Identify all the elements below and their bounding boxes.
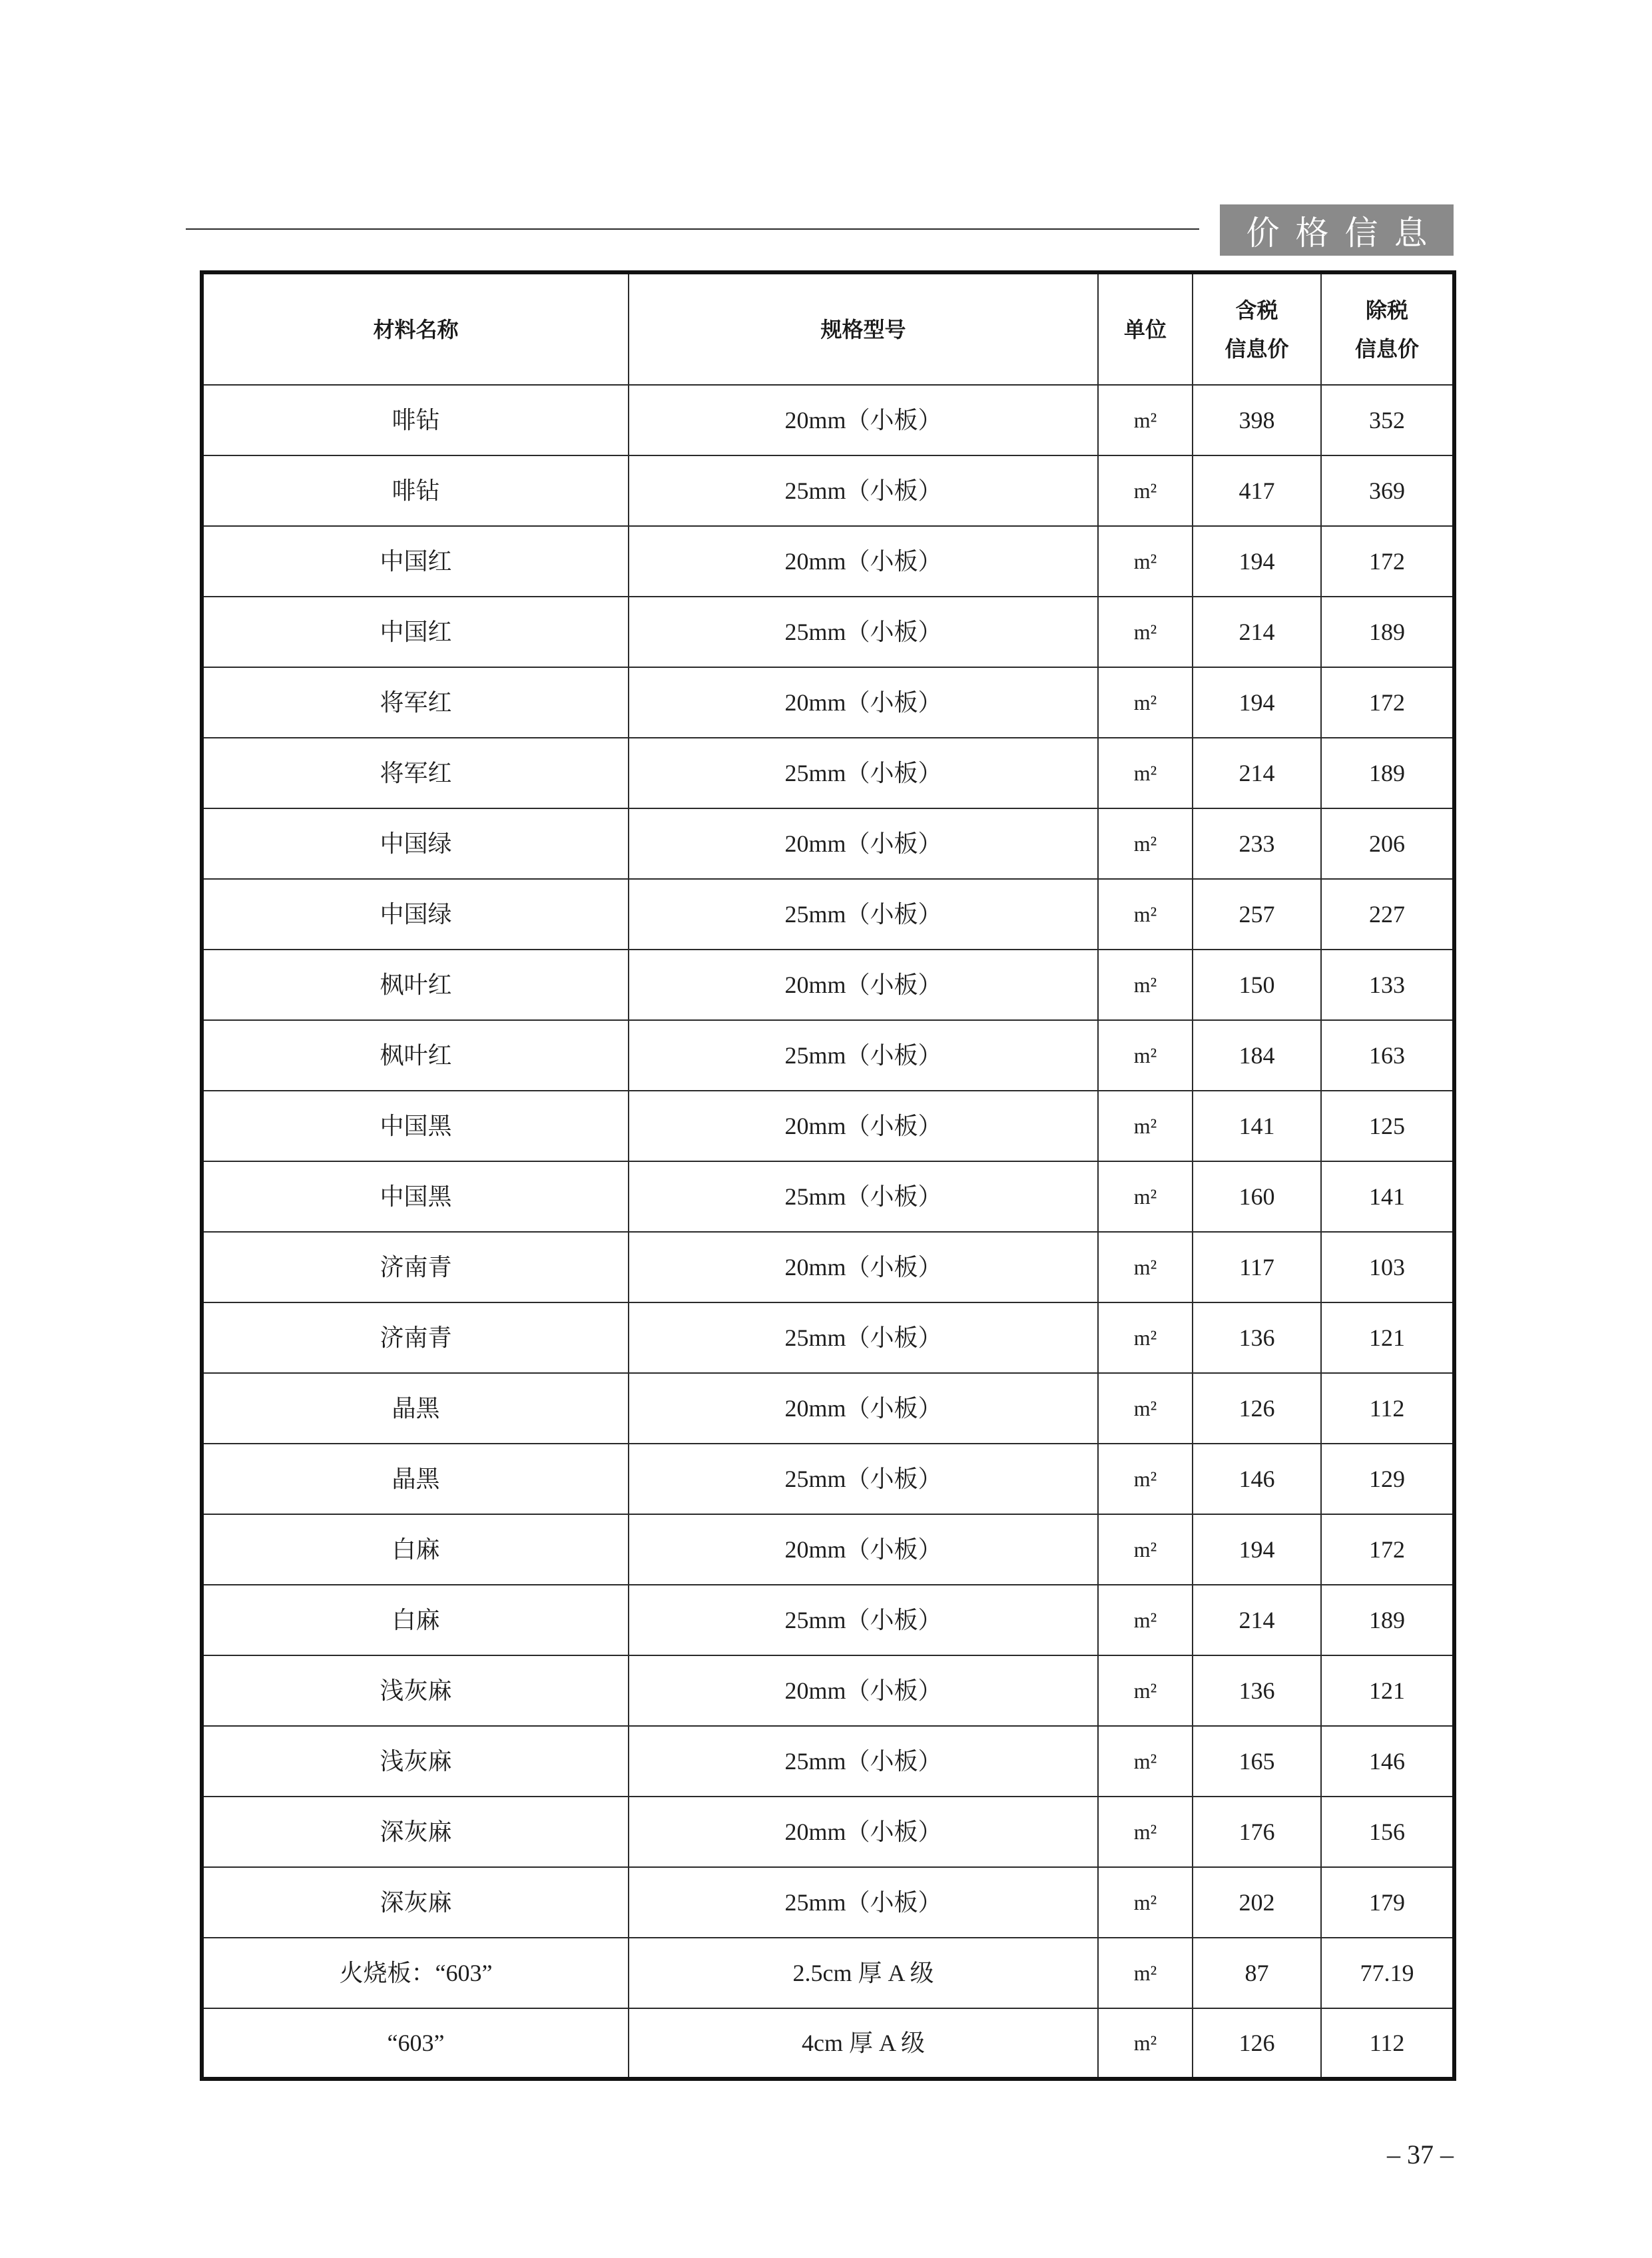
table-row — [202, 385, 1454, 455]
spec-cell: 25mm（小板） — [629, 738, 1098, 808]
table-row — [202, 1161, 1454, 1232]
header-row — [202, 272, 1454, 385]
spec-cell: 20mm（小板） — [629, 1655, 1098, 1726]
unit-cell: m² — [1098, 455, 1193, 526]
material-name-cell: 深灰麻 — [202, 1867, 629, 1938]
material-name-cell: 中国黑 — [202, 1091, 629, 1161]
unit-cell: m² — [1098, 1161, 1193, 1232]
table-row — [202, 1585, 1454, 1655]
unit-cell: m² — [1098, 1655, 1193, 1726]
material-name-cell: 晶黑 — [202, 1373, 629, 1444]
table-row — [202, 1514, 1454, 1585]
table-row — [202, 1938, 1454, 2008]
header-spec: 规格型号 — [629, 272, 1098, 385]
spec-cell: 25mm（小板） — [629, 455, 1098, 526]
header-tax-excluded-price — [1321, 272, 1454, 385]
tax-included-price-cell: 194 — [1193, 667, 1321, 738]
tax-included-price-cell: 202 — [1193, 1867, 1321, 1938]
tax-excluded-price-cell: 112 — [1321, 2008, 1454, 2079]
table-row — [202, 808, 1454, 879]
tax-included-price-cell: 417 — [1193, 455, 1321, 526]
unit-cell: m² — [1098, 1373, 1193, 1444]
material-name-cell: 中国绿 — [202, 879, 629, 950]
tax-excluded-price-cell: 179 — [1321, 1867, 1454, 1938]
spec-cell: 20mm（小板） — [629, 1514, 1098, 1585]
unit-cell: m² — [1098, 950, 1193, 1020]
material-name-cell: 中国黑 — [202, 1161, 629, 1232]
tax-included-price-cell: 176 — [1193, 1797, 1321, 1867]
tax-included-price-cell: 194 — [1193, 526, 1321, 597]
unit-cell: m² — [1098, 1302, 1193, 1373]
tax-excluded-price-cell: 156 — [1321, 1797, 1454, 1867]
unit-cell: m² — [1098, 1797, 1193, 1867]
unit-cell: m² — [1098, 667, 1193, 738]
header-line: 信息价 — [1225, 336, 1289, 361]
spec-cell: 20mm（小板） — [629, 808, 1098, 879]
tax-included-price-cell: 257 — [1193, 879, 1321, 950]
unit-cell: m² — [1098, 526, 1193, 597]
tax-excluded-price-cell: 77.19 — [1321, 1938, 1454, 2008]
unit-cell: m² — [1098, 738, 1193, 808]
header-rule — [186, 228, 1199, 230]
tax-excluded-price-cell: 227 — [1321, 879, 1454, 950]
material-name-cell: 济南青 — [202, 1232, 629, 1302]
unit-cell: m² — [1098, 1232, 1193, 1302]
unit-cell: m² — [1098, 1938, 1193, 2008]
table-body — [202, 385, 1454, 2079]
table-row — [202, 455, 1454, 526]
spec-cell: 20mm（小板） — [629, 950, 1098, 1020]
spec-cell: 20mm（小板） — [629, 1091, 1098, 1161]
unit-cell: m² — [1098, 1444, 1193, 1514]
material-name-cell: 白麻 — [202, 1585, 629, 1655]
spec-cell: 25mm（小板） — [629, 1726, 1098, 1797]
material-name-cell: 啡钻 — [202, 455, 629, 526]
spec-cell: 25mm（小板） — [629, 1020, 1098, 1091]
tax-excluded-price-cell: 369 — [1321, 455, 1454, 526]
tax-included-price-cell: 136 — [1193, 1655, 1321, 1726]
material-name-cell: 白麻 — [202, 1514, 629, 1585]
tax-excluded-price-cell: 103 — [1321, 1232, 1454, 1302]
table-row — [202, 1232, 1454, 1302]
spec-cell: 25mm（小板） — [629, 1161, 1098, 1232]
price-table — [200, 270, 1456, 2081]
material-name-cell: 中国红 — [202, 597, 629, 667]
tax-excluded-price-cell: 352 — [1321, 385, 1454, 455]
header-unit: 单位 — [1098, 272, 1193, 385]
header-tax-included-price — [1193, 272, 1321, 385]
tax-included-price-cell: 233 — [1193, 808, 1321, 879]
table-row — [202, 1655, 1454, 1726]
unit-cell: m² — [1098, 2008, 1193, 2079]
tax-excluded-price-cell: 206 — [1321, 808, 1454, 879]
table-row — [202, 667, 1454, 738]
table-row — [202, 1020, 1454, 1091]
tax-included-price-cell: 136 — [1193, 1302, 1321, 1373]
unit-cell: m² — [1098, 808, 1193, 879]
tax-included-price-cell: 117 — [1193, 1232, 1321, 1302]
tax-excluded-price-cell: 189 — [1321, 1585, 1454, 1655]
material-name-cell: 浅灰麻 — [202, 1655, 629, 1726]
tax-included-price-cell: 214 — [1193, 738, 1321, 808]
tax-included-price-cell: 126 — [1193, 1373, 1321, 1444]
tax-excluded-price-cell: 172 — [1321, 1514, 1454, 1585]
tax-excluded-price-cell: 112 — [1321, 1373, 1454, 1444]
table-row — [202, 526, 1454, 597]
tax-included-price-cell: 214 — [1193, 1585, 1321, 1655]
table-row — [202, 1444, 1454, 1514]
tax-included-price-cell: 398 — [1193, 385, 1321, 455]
tax-excluded-price-cell: 129 — [1321, 1444, 1454, 1514]
spec-cell: 20mm（小板） — [629, 667, 1098, 738]
unit-cell: m² — [1098, 1585, 1193, 1655]
tax-excluded-price-cell: 146 — [1321, 1726, 1454, 1797]
unit-cell: m² — [1098, 1867, 1193, 1938]
spec-cell: 20mm（小板） — [629, 1797, 1098, 1867]
spec-cell: 25mm（小板） — [629, 1302, 1098, 1373]
tax-included-price-cell: 150 — [1193, 950, 1321, 1020]
tax-included-price-cell: 184 — [1193, 1020, 1321, 1091]
table-row — [202, 1726, 1454, 1797]
tax-excluded-price-cell: 133 — [1321, 950, 1454, 1020]
tax-excluded-price-cell: 189 — [1321, 738, 1454, 808]
material-name-cell: 济南青 — [202, 1302, 629, 1373]
material-name-cell: 将军红 — [202, 667, 629, 738]
tax-included-price-cell: 87 — [1193, 1938, 1321, 2008]
header-line: 除税 — [1365, 298, 1408, 322]
tax-included-price-cell: 160 — [1193, 1161, 1321, 1232]
material-name-cell: 深灰麻 — [202, 1797, 629, 1867]
tax-excluded-price-cell: 172 — [1321, 526, 1454, 597]
tax-excluded-price-cell: 163 — [1321, 1020, 1454, 1091]
section-tab — [1220, 204, 1454, 256]
table-row — [202, 879, 1454, 950]
unit-cell: m² — [1098, 1514, 1193, 1585]
table-header — [202, 272, 1454, 385]
spec-cell: 20mm（小板） — [629, 385, 1098, 455]
tax-excluded-price-cell: 141 — [1321, 1161, 1454, 1232]
spec-cell: 20mm（小板） — [629, 1232, 1098, 1302]
table-row — [202, 1373, 1454, 1444]
table-row — [202, 2008, 1454, 2079]
table-row — [202, 738, 1454, 808]
spec-cell: 4cm 厚 A 级 — [629, 2008, 1098, 2079]
unit-cell: m² — [1098, 1091, 1193, 1161]
tax-excluded-price-cell: 121 — [1321, 1655, 1454, 1726]
material-name-cell: 浅灰麻 — [202, 1726, 629, 1797]
table-row — [202, 1091, 1454, 1161]
unit-cell: m² — [1098, 1020, 1193, 1091]
tax-excluded-price-cell: 172 — [1321, 667, 1454, 738]
spec-cell: 20mm（小板） — [629, 1373, 1098, 1444]
table-row — [202, 1302, 1454, 1373]
table-row — [202, 597, 1454, 667]
material-name-cell: 晶黑 — [202, 1444, 629, 1514]
tax-excluded-price-cell: 125 — [1321, 1091, 1454, 1161]
table-row — [202, 1797, 1454, 1867]
unit-cell: m² — [1098, 597, 1193, 667]
tax-included-price-cell: 126 — [1193, 2008, 1321, 2079]
unit-cell: m² — [1098, 879, 1193, 950]
spec-cell: 25mm（小板） — [629, 879, 1098, 950]
material-name-cell: 火烧板：“603” — [202, 1938, 629, 2008]
spec-cell: 25mm（小板） — [629, 1444, 1098, 1514]
spec-cell: 20mm（小板） — [629, 526, 1098, 597]
tax-included-price-cell: 214 — [1193, 597, 1321, 667]
spec-cell: 25mm（小板） — [629, 597, 1098, 667]
material-name-cell: 啡钻 — [202, 385, 629, 455]
tax-included-price-cell: 194 — [1193, 1514, 1321, 1585]
header-line: 含税 — [1235, 298, 1278, 322]
unit-cell: m² — [1098, 385, 1193, 455]
header-line: 信息价 — [1354, 336, 1419, 361]
unit-cell: m² — [1098, 1726, 1193, 1797]
tax-included-price-cell: 165 — [1193, 1726, 1321, 1797]
table-row — [202, 950, 1454, 1020]
material-name-cell: 枫叶红 — [202, 950, 629, 1020]
page-number: – 37 – — [1387, 2139, 1454, 2169]
material-name-cell: 枫叶红 — [202, 1020, 629, 1091]
table-row — [202, 1867, 1454, 1938]
material-name-cell: “603” — [202, 2008, 629, 2079]
material-name-cell: 中国绿 — [202, 808, 629, 879]
spec-cell: 25mm（小板） — [629, 1867, 1098, 1938]
tax-included-price-cell: 141 — [1193, 1091, 1321, 1161]
spec-cell: 2.5cm 厚 A 级 — [629, 1938, 1098, 2008]
material-name-cell: 中国红 — [202, 526, 629, 597]
material-name-cell: 将军红 — [202, 738, 629, 808]
tax-included-price-cell: 146 — [1193, 1444, 1321, 1514]
tax-excluded-price-cell: 121 — [1321, 1302, 1454, 1373]
section-title: 价格信息 — [1246, 214, 1444, 252]
header-material-name: 材料名称 — [202, 272, 629, 385]
tax-excluded-price-cell: 189 — [1321, 597, 1454, 667]
spec-cell: 25mm（小板） — [629, 1585, 1098, 1655]
